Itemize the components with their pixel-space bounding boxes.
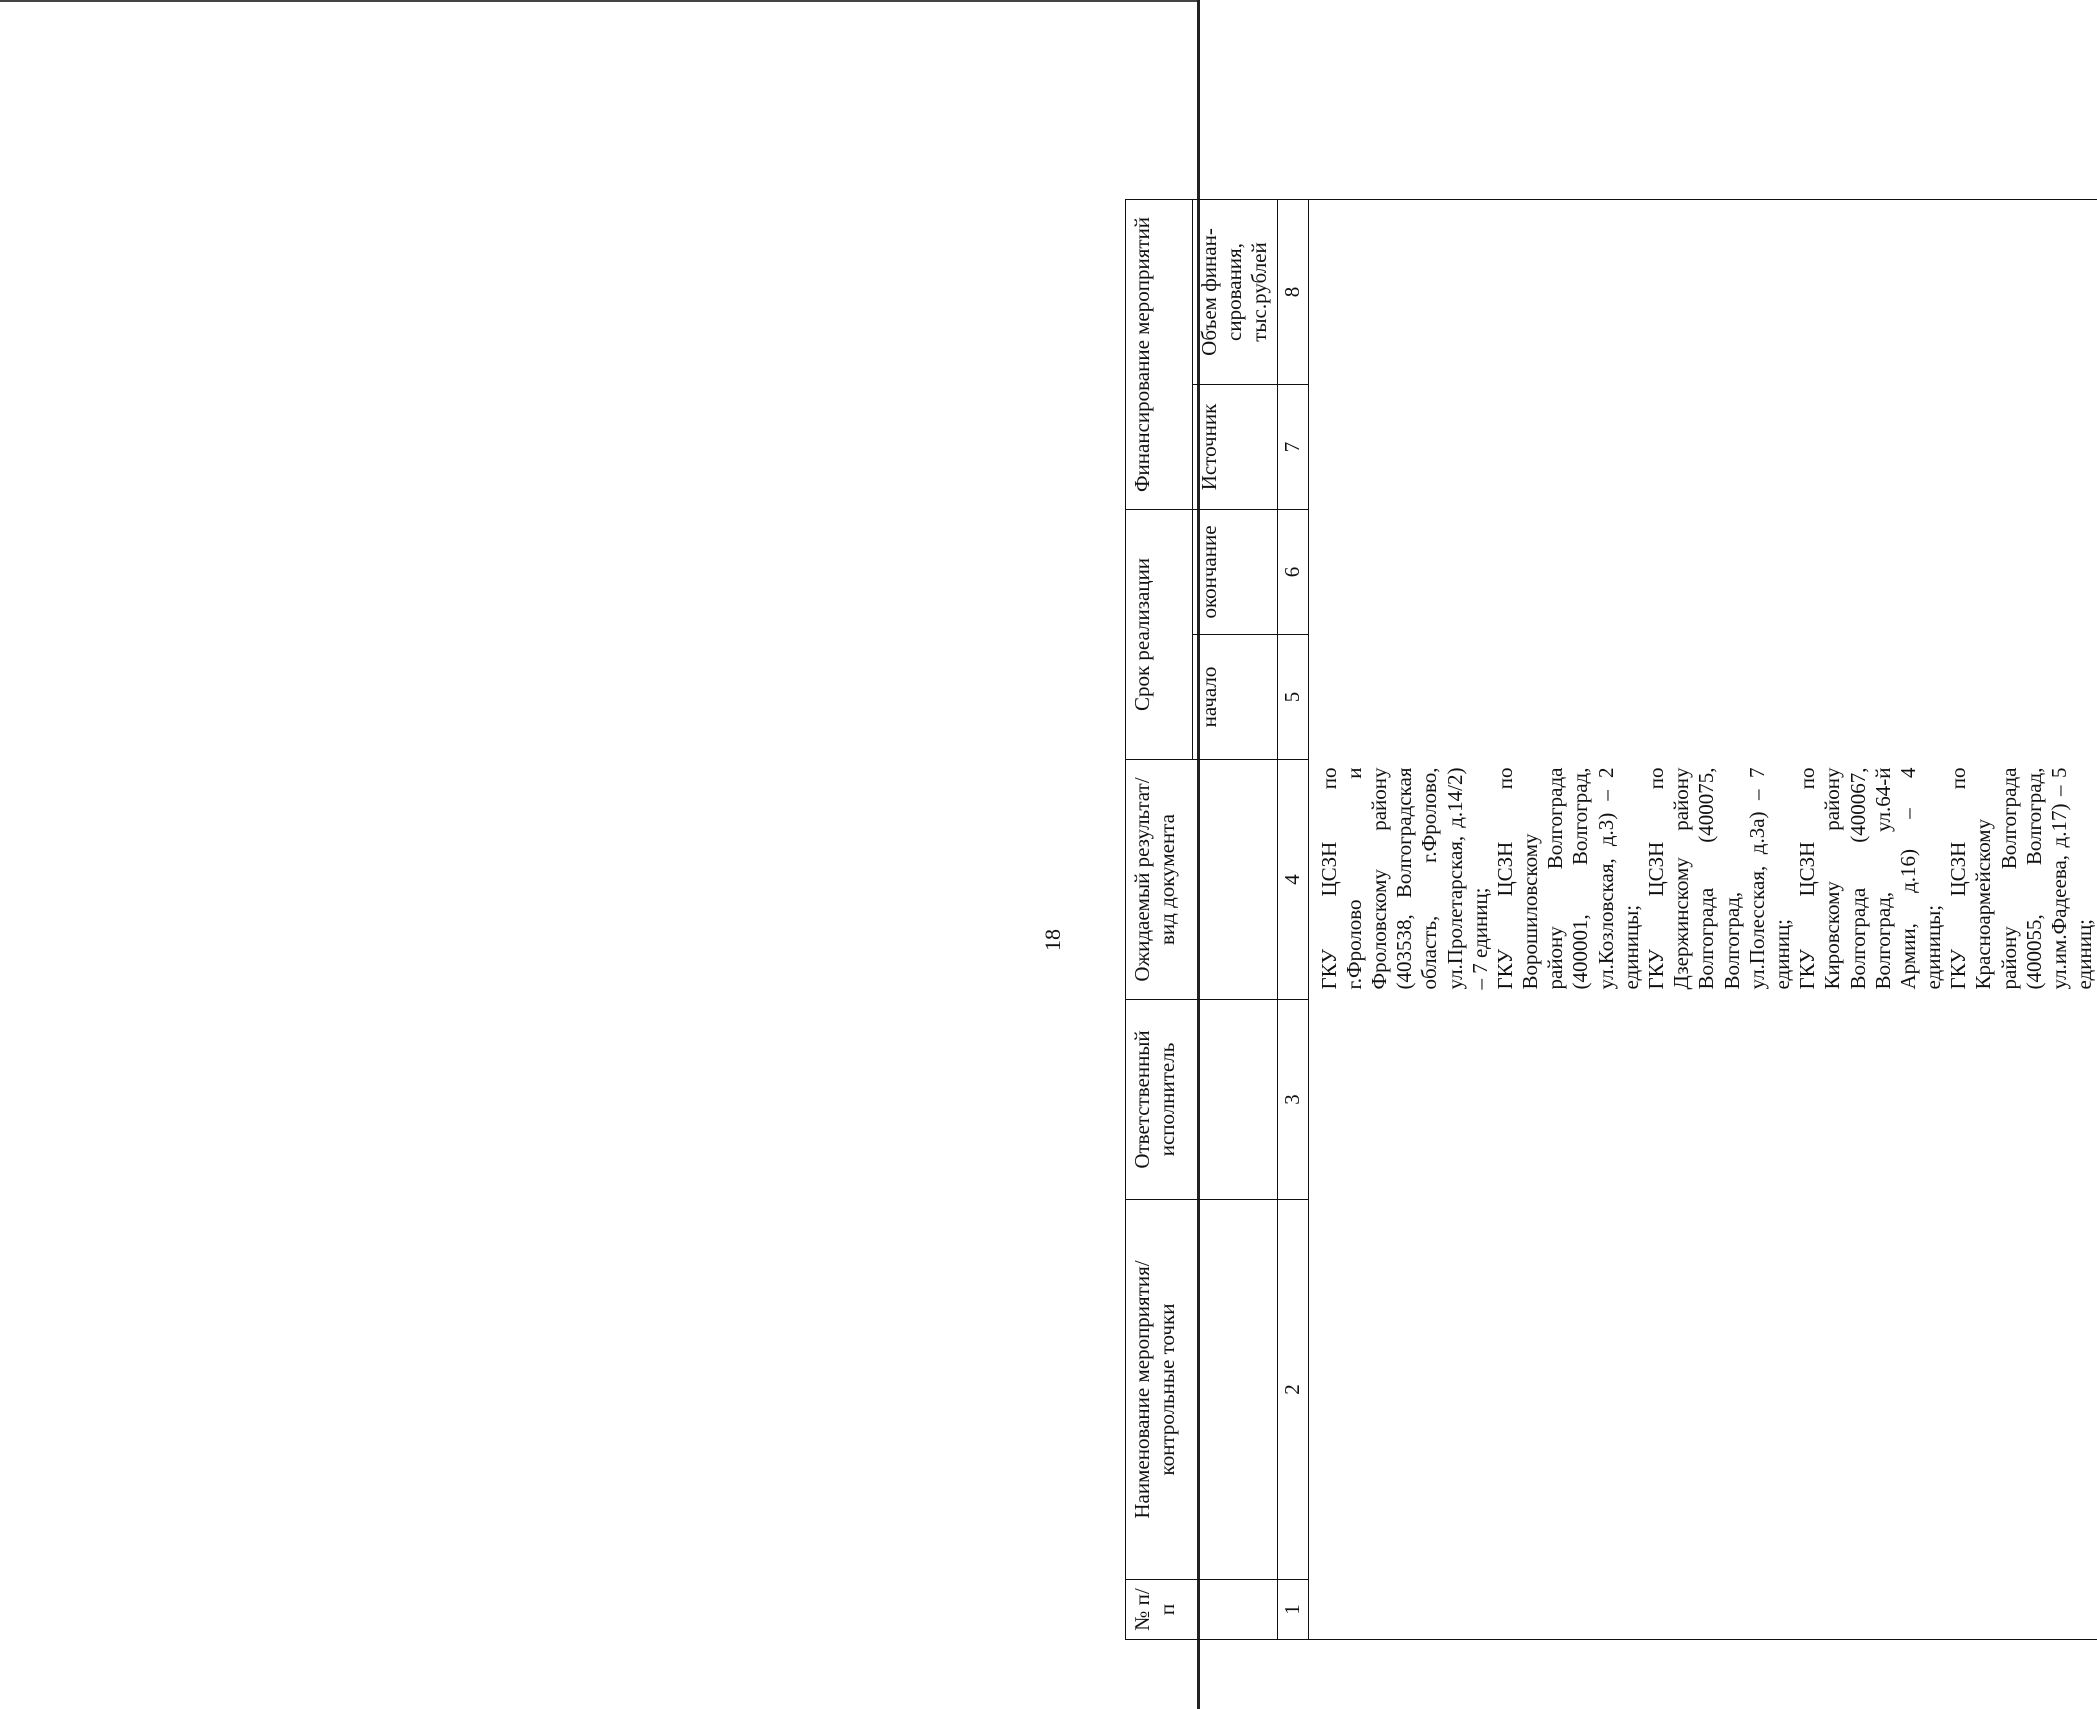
cell-result: [1308, 760, 2097, 1000]
header-num: № п/п: [1126, 1580, 1278, 1640]
result-entry: ГКУ ЦСЗН по Ворошиловскому району Волгограда (400001, Волгоград, ул.Козловская, д.3) – 2 единицы;: [1492, 767, 1643, 990]
cell-term-start: [1308, 635, 2097, 760]
result-entry: ГКУ ЦСЗН по г.Фролово и Фроловскому району (403538, Волгоградская область, г.Фролово, ул.Пролетарская, д.14/2) – 7 единиц;: [1316, 767, 1492, 990]
header-result: Ожидаемый результат/ вид документа: [1126, 760, 1278, 1000]
header-finance-volume: Объем финан-сирования, тыс.рублей: [1193, 200, 1278, 385]
cell-responsible: [1308, 1000, 2097, 1200]
cell-num: [1308, 1580, 2097, 1640]
header-term-group: Срок реализации: [1126, 510, 1193, 760]
header-term-end: окончание: [1193, 510, 1278, 635]
cell-finance-source: [1308, 385, 2097, 510]
result-entry: ГКУ ЦСЗН по Дзержинскому району Волгограда (400075, Волгоград, ул.Полесская, д.3а) – 7 единиц;: [1644, 767, 1794, 990]
scan-edge-top: [0, 0, 1200, 2]
result-entry: ГКУ ЦСЗН по Красноармейскому району Волгограда (400055, Волгоград, ул.им.Фадеева, д.17) – 5 единиц;: [1946, 767, 2097, 990]
cell-finance-volume: [1308, 200, 2097, 385]
cell-term-end: [1308, 510, 2097, 635]
col-num-7: 7: [1277, 385, 1308, 510]
header-finance-group: Финансирование мероприятий: [1126, 200, 1193, 510]
cell-name: [1308, 1200, 2097, 1580]
col-num-8: 8: [1277, 200, 1308, 385]
col-num-1: 1: [1277, 1580, 1308, 1640]
page-number: 18: [1040, 929, 1065, 951]
header-term-start: начало: [1193, 635, 1278, 760]
table-row: [1308, 200, 2097, 1640]
col-num-5: 5: [1277, 635, 1308, 760]
header-row-1: [1126, 200, 1193, 1640]
col-num-4: 4: [1277, 760, 1308, 1000]
header-name: Наименование мероприятия/ контрольные точки: [1126, 1200, 1278, 1580]
header-finance-source: Источник: [1193, 385, 1278, 510]
header-responsible: Ответственный исполнитель: [1126, 1000, 1278, 1200]
action-plan-table: [1125, 199, 2097, 1640]
rotated-page: [1040, 150, 2097, 1690]
col-num-6: 6: [1277, 510, 1308, 635]
col-num-3: 3: [1277, 1000, 1308, 1200]
column-numbers-row: [1277, 200, 1308, 1640]
result-entry: ГКУ ЦСЗН по Кировскому району Волгограда (400067, Волгоград, ул.64-й Армии, д.16) – 4 единицы;: [1795, 767, 1946, 990]
col-num-2: 2: [1277, 1200, 1308, 1580]
